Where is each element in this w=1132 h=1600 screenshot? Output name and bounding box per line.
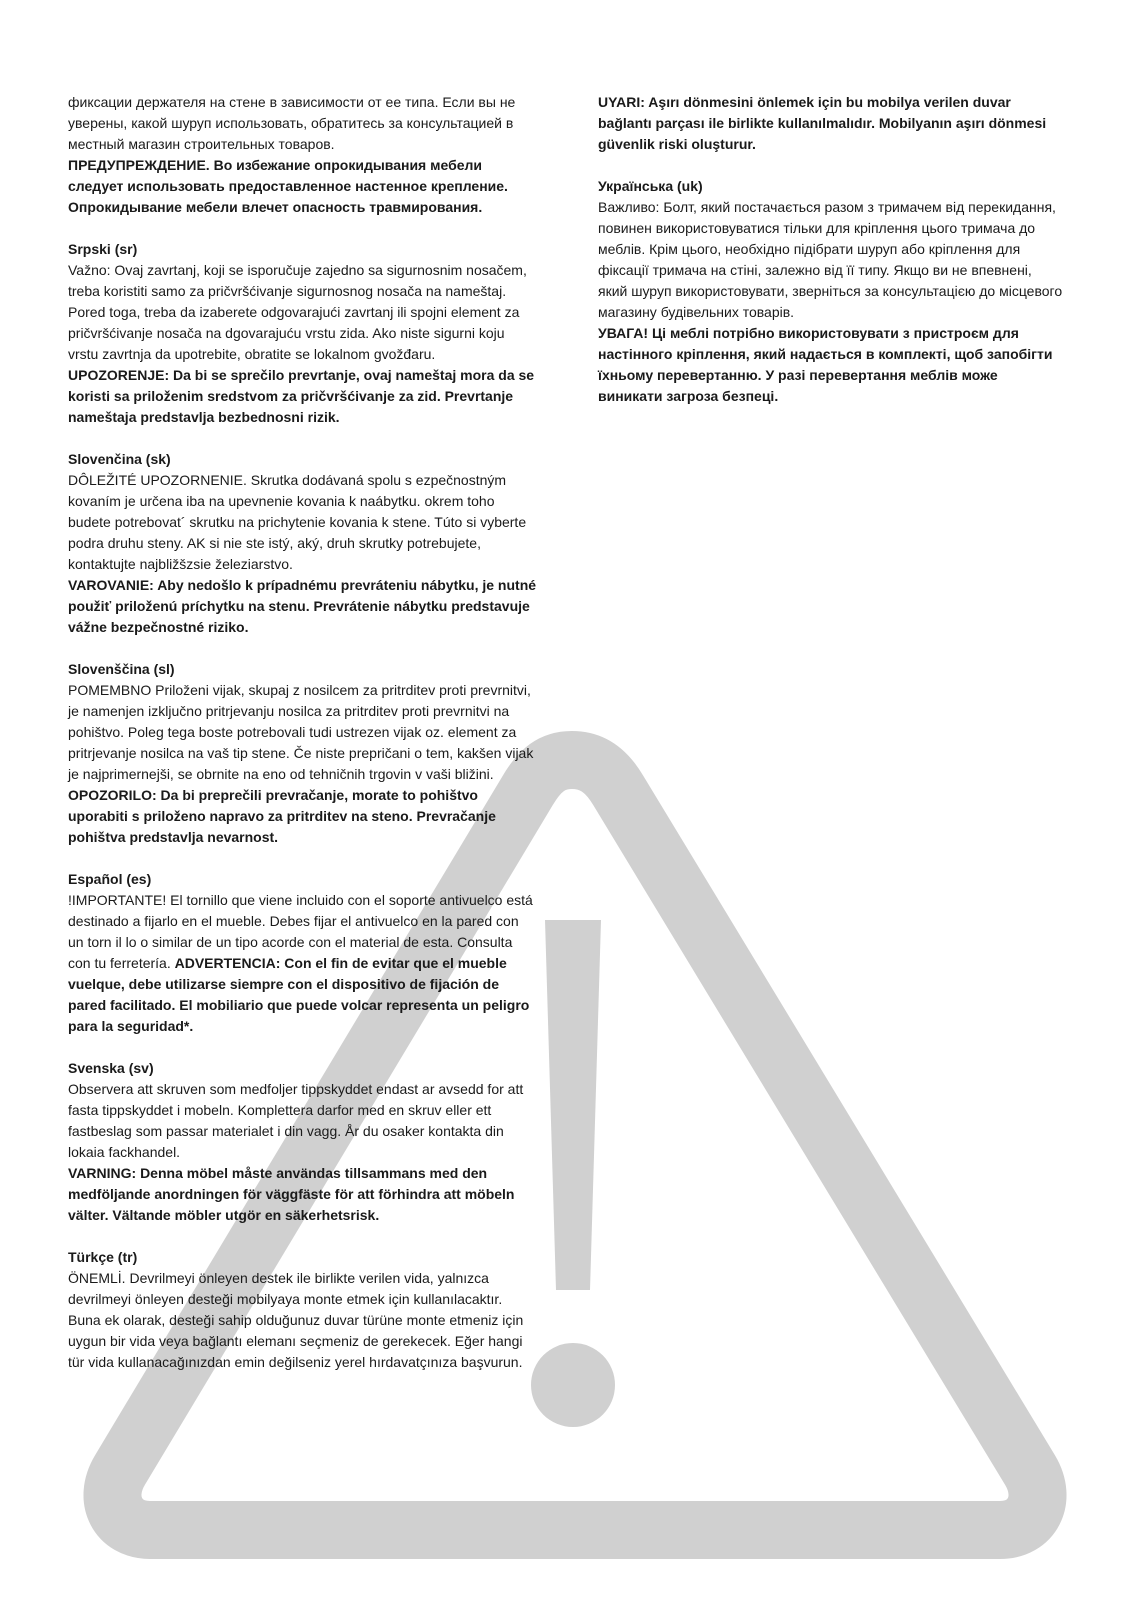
section-uk — [598, 176, 1063, 407]
section-sv — [68, 1058, 538, 1226]
sk-warning: VAROVANIE: Aby nedošlo k prípadnému prevráteniu nábytku, je nutné použiť priloženú príchytku na stenu. Prevrátenie nábytku predstavuje vážne bezpečnostné riziko. — [68, 577, 537, 635]
uk-warning: УВАГА! Ці меблі потрібно використовувати з пристроєм для настінного кріплення, який надається в комплекті, щоб запобігти їхньому перевертанню. У разі перевертання меблів може виникати загроза безпеці. — [598, 325, 1053, 404]
sr-body: Važno: Ovaj zavrtanj, koji se isporučuje zajedno sa sigurnosnim nosačem, treba koristiti samo za pričvršćivanje sigurnosnog nosača na nameštaj. Pored toga, treba da izaberete odgovarajući zavrtanj ili spojni element za pričvršćivanje nosača na dgovarajuću vrstu zida. Ako niste sigurni koju vrstu zavrtnja da upotrebite, obratite se lokalnom gvožđaru. — [68, 262, 527, 362]
section-sk — [68, 449, 538, 638]
es-body: !IMPORTANTE! El tornillo que viene incluido con el soporte antivuelco está destinado a fijarlo en el mueble. Debes fijar el antivuelco en la pared con un torn il lo o similar de un tipo acorde con el material de esta. Consulta con tu ferretería. — [68, 892, 533, 971]
section-sl — [68, 659, 538, 848]
sl-heading: Slovenščina (sl) — [68, 661, 175, 677]
exclamation-dot — [531, 1343, 615, 1427]
sk-heading: Slovenčina (sk) — [68, 451, 171, 467]
uk-body: Важливо: Болт, який постачається разом з тримачем від перекидання, повинен використовуватися тільки для кріплення цього тримача до меблів. Крім цього, необхідно підібрати шуруп або кріплення для фіксації тримача на стіні, залежно від її типу. Якщо ви не впевнені, який шуруп використовувати, зверніться за консультацією до місцевого магазину будівельних товарів. — [598, 199, 1063, 320]
sv-warning: VARNING: Denna möbel måste användas tillsammans med den medföljande anordningen för väggfäste för att förhindra att möbeln välter. Vältande möbler utgör en säkerhetsrisk. — [68, 1165, 515, 1223]
left-column — [68, 92, 538, 1394]
right-column — [598, 92, 1063, 428]
es-heading: Español (es) — [68, 871, 152, 887]
tr-warning: UYARI: Aşırı dönmesini önlemek için bu mobilya verilen duvar bağlantı parçası ile birlikte kullanılmalıdır. Mobilyanın aşırı dönmesi güvenlik riski oluşturur. — [598, 94, 1047, 152]
sl-body: POMEMBNO Priloženi vijak, skupaj z nosilcem za pritrditev proti prevrnitvi, je namenjen izključno pritrjevanju nosilca za pritrditev proti prevrnitvi na pohištvo. Poleg tega boste potrebovali tudi ustrezen vijak oz. element za pritrjevanje nosilca na vaš tip stene. Če niste prepričani o tem, kakšen vijak je najprimernejši, se obrnite na eno od tehničnih trgovin v vaši bližini. — [68, 682, 534, 782]
es-warning: ADVERTENCIA: Con el fin de evitar que el mueble vuelque, debe utilizarse siempre con el dispositivo de fijación de pared facilitado. El mobiliario que puede volcar representa un peligro para la seguridad*. — [68, 955, 530, 1034]
exclamation-bar — [545, 920, 601, 1290]
sv-body: Observera att skruven som medfoljer tippskyddet endast ar avsedd for att fasta tippskyddet i mobeln. Komplettera darfor med en skruv eller ett fastbeslag som passar materialet i din vagg. År du osaker kontakta din lokaia fackhandel. — [68, 1081, 524, 1160]
sv-heading: Svenska (sv) — [68, 1060, 154, 1076]
section-es — [68, 869, 538, 1037]
uk-heading: Українська (uk) — [598, 178, 703, 194]
section-tr-continued — [598, 92, 1063, 155]
tr-body: ÖNEMLİ. Devrilmeyi önleyen destek ile birlikte verilen vida, yalnızca devrilmeyi önleyen desteği mobilyaya monte etmek için kullanılacaktır. Buna ek olarak, desteği sahip olduğunuz duvar türüne monte etmeniz için uygun bir vida veya bağlantı elemanı seçmeniz de gerekecek. Eğer hangi tür vida kullanacağınızdan emin değilseniz yerel hırdavatçınıza başvurun. — [68, 1270, 524, 1370]
section-tr — [68, 1247, 538, 1373]
tr-heading: Türkçe (tr) — [68, 1249, 138, 1265]
section-sr — [68, 239, 538, 428]
section-ru-continued — [68, 92, 538, 218]
sr-warning: UPOZORENJE: Da bi se sprečilo prevrtanje, ovaj nameštaj mora da se koristi sa priloženim sredstvom za pričvršćivanje za zid. Prevrtanje nameštaja predstavlja bezbednosni rizik. — [68, 367, 535, 425]
ru-warning: ПРЕДУПРЕЖДЕНИЕ. Во избежание опрокидывания мебели следует использовать предоставленное настенное крепление. Опрокидывание мебели влечет опасность травмирования. — [68, 157, 508, 215]
sk-body: DÔLEŽITÉ UPOZORNENIE. Skrutka dodávaná spolu s ezpečnostným kovaním je určena iba na upevnenie kovania k naábytku. okrem toho budete potrebovat´ skrutku na prichytenie kovania k stene. Túto si vyberte podra druhu steny. AK si nie ste istý, aký, druh skrutky potrebujete, kontaktujte najbližšzsie železiarstvo. — [68, 472, 527, 572]
es-paragraph — [68, 890, 538, 1037]
ru-body: фиксации держателя на стене в зависимости от ее типа. Если вы не уверены, какой шуруп использовать, обратитесь за консультацией в местный магазин строительных товаров. — [68, 94, 516, 152]
sr-heading: Srpski (sr) — [68, 241, 138, 257]
sl-warning: OPOZORILO: Da bi preprečili prevračanje, morate to pohištvo uporabiti s priloženo napravo za pritrditev na steno. Prevračanje pohištva predstavlja nevarnost. — [68, 787, 496, 845]
